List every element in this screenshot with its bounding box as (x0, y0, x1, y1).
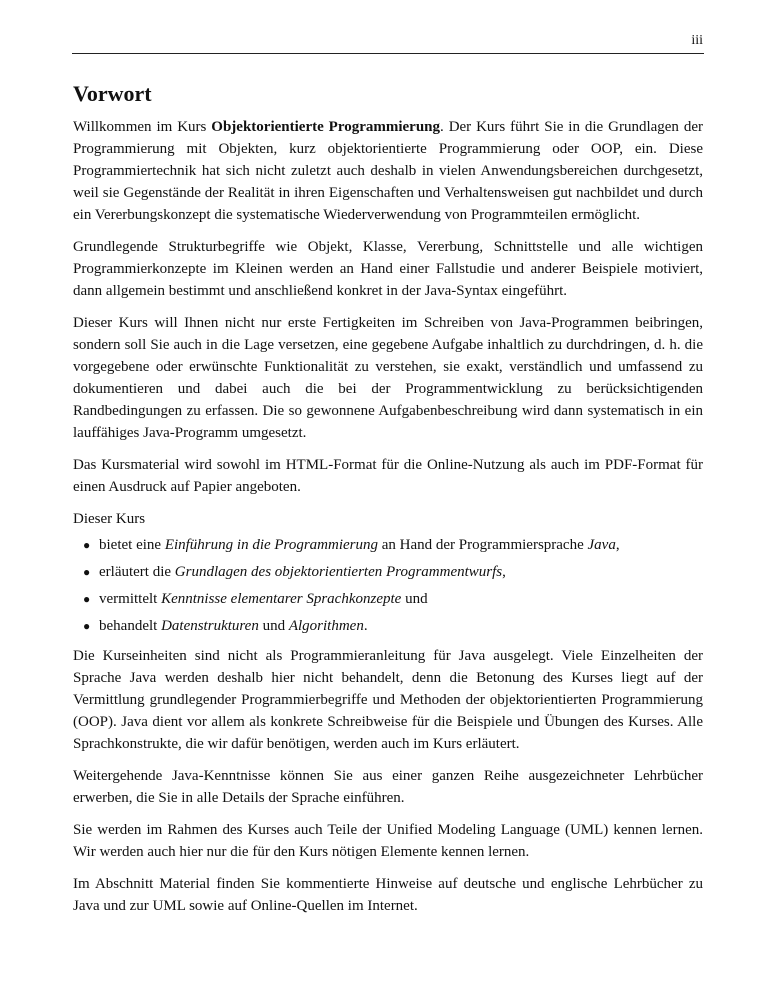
text: . Der Kurs führt Sie in die Grundlagen der Programmierung mit Objekten, kurz objektorientierte Programmierung oder OOP, ein. Diese Programmiertechnik hat sich nicht zuletzt auch deshalb in vielen Anwendungsbereichen durchgesetzt, weil sie Gegenstände der Realität in ihren Eigenschaften und Verhaltensweisen gut nachbildet und durch ein Vererbungskonzept die systematische Wiederverwendung von Programmteilen ermöglicht. (73, 119, 703, 223)
list-item (83, 588, 703, 610)
emphasis: Algorithmen (288, 618, 364, 634)
text: an Hand der Programmiersprache (378, 537, 588, 553)
emphasis: Kenntnisse elementarer Sprachkonzepte (161, 591, 402, 607)
text: und (258, 618, 289, 634)
header-rule (72, 53, 704, 54)
paragraph-material: Im Abschnitt Material finden Sie kommentierte Hinweise auf deutsche und englische Lehrbücher zu Java und zur UML sowie auf Online-Quellen im Internet. (73, 876, 703, 914)
page-content (73, 80, 703, 927)
paragraph-uml: Sie werden im Rahmen des Kurses auch Teile der Unified Modeling Language (UML) kennen lernen. Wir werden auch hier nur die für den Kurs nötigen Elemente kennen lernen. (73, 822, 703, 860)
list-item (83, 615, 703, 637)
paragraph-goals: Dieser Kurs will Ihnen nicht nur erste Fertigkeiten im Schreiben von Java-Programmen beibringen, sondern soll Sie auch in die Lage versetzen, eine gegebene Aufgabe inhaltlich zu durchdringen, d. h. die vorgegebene oder erwünschte Funktionalität zu verstehen, sie exakt, verständlich und umfassend zu dokumentieren und dabei auch die bei der Programmentwicklung zu berücksichtigenden Randbedingungen zu erfassen. Die so gewonnene Aufgabenbeschreibung wird dann systematisch in ein lauffähiges Java-Programm umgesetzt. (73, 315, 703, 441)
paragraph-formats: Das Kursmaterial wird sowohl im HTML-Format für die Online-Nutzung als auch im PDF-Format für einen Ausdruck auf Papier angeboten. (73, 457, 703, 495)
text: Willkommen im Kurs (73, 119, 212, 135)
course-topics-list (73, 534, 703, 637)
bullet-icon: ● (83, 592, 91, 606)
emphasis: Java (587, 537, 616, 553)
paragraph-scope: Die Kurseinheiten sind nicht als Programmieranleitung für Java ausgelegt. Viele Einzelheiten der Sprache Java werden deshalb hier nicht behandelt, denn die Betonung des Kurses liegt auf der Vermittlung grundlegender Programmierbegriffe und Methoden der objektorientierten Programmierung (OOP). Java dient vor allem als konkrete Schreibweise für die Beispiele und Übungen des Kurses. Alle Sprachkonstrukte, die wir dafür benötigen, werden auch im Kurs erläutert. (73, 648, 703, 752)
bullet-icon: ● (83, 565, 91, 579)
text: erläutert die (99, 564, 175, 580)
paragraph-concepts: Grundlegende Strukturbegriffe wie Objekt, Klasse, Vererbung, Schnittstelle und alle wichtigen Programmierkonzepte im Kleinen werden an Hand einer Fallstudie und anderer Beispiele motiviert, dann allgemein bestimmt und anschließend konkret in der Java-Syntax eingeführt. (73, 239, 703, 299)
list-item (83, 534, 703, 556)
list-item (83, 561, 703, 583)
section-heading: Vorwort (73, 81, 152, 106)
emphasis: Einführung in die Programmierung (164, 537, 378, 553)
text: . (363, 618, 368, 634)
text: , (502, 564, 506, 580)
emphasis: Grundlagen des objektorientierten Programmentwurfs (174, 564, 503, 580)
emphasis: Datenstrukturen (161, 618, 259, 634)
text: bietet eine (99, 537, 165, 553)
text: und (401, 591, 428, 607)
text: , (615, 537, 620, 553)
bullet-icon: ● (83, 538, 91, 552)
course-title: Objektorientierte Programmierung (211, 119, 441, 135)
text: behandelt (99, 618, 162, 634)
bullet-icon: ● (83, 619, 91, 633)
paragraph-welcome (73, 116, 703, 226)
paragraph-list-intro: Dieser Kurs (73, 511, 146, 527)
page-number: iii (691, 33, 703, 48)
paragraph-further-reading: Weitergehende Java-Kenntnisse können Sie aus einer ganzen Reihe ausgezeichneter Lehrbücher erwerben, die Sie in alle Details der Sprache einführen. (73, 768, 703, 806)
text: vermittelt (99, 591, 162, 607)
